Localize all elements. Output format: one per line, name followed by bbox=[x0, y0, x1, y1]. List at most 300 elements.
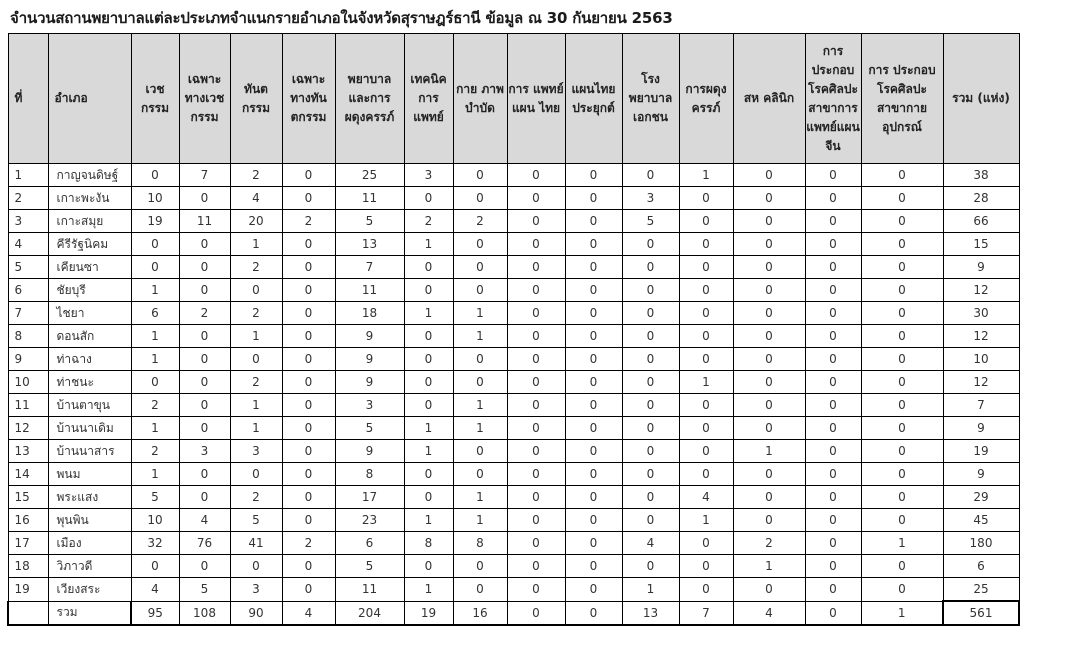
count-cell: 4 bbox=[622, 532, 679, 555]
count-cell: 0 bbox=[179, 463, 230, 486]
total-cell: 13 bbox=[622, 601, 679, 625]
count-cell: 0 bbox=[679, 233, 733, 256]
count-cell: 0 bbox=[565, 187, 622, 210]
count-cell: 5 bbox=[622, 210, 679, 233]
count-cell: 0 bbox=[679, 555, 733, 578]
count-cell: 0 bbox=[733, 279, 805, 302]
count-cell: 0 bbox=[453, 440, 507, 463]
total-cell: 108 bbox=[179, 601, 230, 625]
count-cell: 0 bbox=[507, 348, 565, 371]
count-cell: 2 bbox=[453, 210, 507, 233]
count-cell: 0 bbox=[805, 463, 861, 486]
count-cell: 0 bbox=[507, 509, 565, 532]
table-row bbox=[8, 463, 1077, 486]
row-number: 16 bbox=[8, 509, 48, 532]
count-cell: 5 bbox=[335, 417, 404, 440]
count-cell: 11 bbox=[335, 187, 404, 210]
count-cell: 0 bbox=[805, 210, 861, 233]
count-cell: 1 bbox=[679, 164, 733, 187]
column-header: ทันต กรรม bbox=[230, 34, 282, 164]
count-cell: 0 bbox=[861, 371, 943, 394]
count-cell: 0 bbox=[679, 302, 733, 325]
district-name: ชัยบุรี bbox=[48, 279, 131, 302]
count-cell: 0 bbox=[230, 279, 282, 302]
count-cell: 1 bbox=[404, 509, 453, 532]
count-cell: 11 bbox=[335, 279, 404, 302]
count-cell: 0 bbox=[131, 164, 179, 187]
count-cell: 11 bbox=[179, 210, 230, 233]
count-cell: 0 bbox=[507, 371, 565, 394]
count-cell: 9 bbox=[335, 440, 404, 463]
count-cell: 0 bbox=[507, 463, 565, 486]
count-cell: 41 bbox=[230, 532, 282, 555]
count-cell: 0 bbox=[404, 486, 453, 509]
total-cell: 4 bbox=[282, 601, 335, 625]
column-header: เฉพาะ ทางทัน ตกรรม bbox=[282, 34, 335, 164]
count-cell: 0 bbox=[453, 164, 507, 187]
count-cell: 3 bbox=[404, 164, 453, 187]
count-cell: 3 bbox=[230, 578, 282, 602]
row-total-cell: 66 bbox=[943, 210, 1019, 233]
row-number: 5 bbox=[8, 256, 48, 279]
table-row bbox=[8, 256, 1077, 279]
count-cell: 0 bbox=[805, 417, 861, 440]
count-cell: 0 bbox=[565, 578, 622, 602]
count-cell: 0 bbox=[282, 578, 335, 602]
count-cell: 32 bbox=[131, 532, 179, 555]
count-cell: 0 bbox=[131, 256, 179, 279]
count-cell: 0 bbox=[507, 394, 565, 417]
count-cell: 0 bbox=[230, 555, 282, 578]
row-total-cell: 30 bbox=[943, 302, 1019, 325]
count-cell: 0 bbox=[861, 348, 943, 371]
row-total-cell: 6 bbox=[943, 555, 1019, 578]
column-header: กาย ภาพ บำบัด bbox=[453, 34, 507, 164]
row-number: 6 bbox=[8, 279, 48, 302]
count-cell: 7 bbox=[335, 256, 404, 279]
count-cell: 0 bbox=[622, 463, 679, 486]
count-cell: 23 bbox=[335, 509, 404, 532]
count-cell: 0 bbox=[622, 302, 679, 325]
count-cell: 0 bbox=[565, 302, 622, 325]
row-number: 11 bbox=[8, 394, 48, 417]
count-cell: 2 bbox=[230, 256, 282, 279]
total-cell: 16 bbox=[453, 601, 507, 625]
row-total-cell: 38 bbox=[943, 164, 1019, 187]
count-cell: 1 bbox=[131, 463, 179, 486]
count-cell: 2 bbox=[230, 302, 282, 325]
count-cell: 0 bbox=[805, 578, 861, 602]
row-number: 4 bbox=[8, 233, 48, 256]
count-cell: 4 bbox=[230, 187, 282, 210]
district-name: ดอนสัก bbox=[48, 325, 131, 348]
table-header-row bbox=[8, 34, 1077, 164]
count-cell: 0 bbox=[733, 578, 805, 602]
total-cell: 7 bbox=[679, 601, 733, 625]
row-number: 10 bbox=[8, 371, 48, 394]
count-cell: 0 bbox=[861, 210, 943, 233]
count-cell: 5 bbox=[335, 555, 404, 578]
count-cell: 1 bbox=[453, 417, 507, 440]
column-header: โรง พยาบาล เอกชน bbox=[622, 34, 679, 164]
count-cell: 0 bbox=[861, 256, 943, 279]
count-cell: 0 bbox=[507, 279, 565, 302]
count-cell: 0 bbox=[131, 371, 179, 394]
total-cell: 90 bbox=[230, 601, 282, 625]
count-cell: 0 bbox=[805, 164, 861, 187]
count-cell: 0 bbox=[507, 233, 565, 256]
count-cell: 1 bbox=[453, 486, 507, 509]
column-header: การผดุง ครรภ์ bbox=[679, 34, 733, 164]
row-total-cell: 9 bbox=[943, 256, 1019, 279]
count-cell: 5 bbox=[230, 509, 282, 532]
district-name: บ้านตาขุน bbox=[48, 394, 131, 417]
row-total-cell: 29 bbox=[943, 486, 1019, 509]
count-cell: 0 bbox=[230, 348, 282, 371]
count-cell: 2 bbox=[230, 486, 282, 509]
count-cell: 0 bbox=[805, 371, 861, 394]
count-cell: 1 bbox=[453, 394, 507, 417]
count-cell: 0 bbox=[131, 555, 179, 578]
count-cell: 0 bbox=[565, 532, 622, 555]
row-total-cell: 12 bbox=[943, 325, 1019, 348]
count-cell: 0 bbox=[507, 486, 565, 509]
count-cell: 0 bbox=[733, 486, 805, 509]
row-total-cell: 28 bbox=[943, 187, 1019, 210]
row-number: 8 bbox=[8, 325, 48, 348]
table-row bbox=[8, 302, 1077, 325]
count-cell: 2 bbox=[733, 532, 805, 555]
count-cell: 1 bbox=[131, 279, 179, 302]
count-cell: 0 bbox=[861, 440, 943, 463]
count-cell: 8 bbox=[404, 532, 453, 555]
count-cell: 0 bbox=[453, 233, 507, 256]
count-cell: 0 bbox=[179, 394, 230, 417]
district-name: เกาะสมุย bbox=[48, 210, 131, 233]
row-number: 7 bbox=[8, 302, 48, 325]
count-cell: 0 bbox=[282, 440, 335, 463]
total-label: รวม bbox=[48, 601, 131, 625]
total-cell: 4 bbox=[733, 601, 805, 625]
grand-total-cell: 561 bbox=[943, 601, 1019, 625]
row-total-cell: 15 bbox=[943, 233, 1019, 256]
count-cell: 0 bbox=[404, 279, 453, 302]
count-cell: 1 bbox=[404, 440, 453, 463]
total-cell: 0 bbox=[565, 601, 622, 625]
count-cell: 0 bbox=[805, 509, 861, 532]
total-row-number bbox=[8, 601, 48, 625]
count-cell: 0 bbox=[507, 325, 565, 348]
total-cell: 95 bbox=[131, 601, 179, 625]
row-total-cell: 19 bbox=[943, 440, 1019, 463]
column-header: สห คลินิก bbox=[733, 34, 805, 164]
count-cell: 17 bbox=[335, 486, 404, 509]
row-number: 2 bbox=[8, 187, 48, 210]
count-cell: 0 bbox=[282, 417, 335, 440]
count-cell: 0 bbox=[282, 463, 335, 486]
count-cell: 0 bbox=[507, 187, 565, 210]
count-cell: 4 bbox=[131, 578, 179, 602]
district-name: ท่าฉาง bbox=[48, 348, 131, 371]
total-row bbox=[8, 601, 1077, 625]
count-cell: 0 bbox=[565, 210, 622, 233]
count-cell: 9 bbox=[335, 348, 404, 371]
count-cell: 0 bbox=[282, 371, 335, 394]
total-cell: 204 bbox=[335, 601, 404, 625]
count-cell: 0 bbox=[861, 555, 943, 578]
count-cell: 0 bbox=[565, 348, 622, 371]
count-cell: 1 bbox=[230, 325, 282, 348]
count-cell: 1 bbox=[404, 233, 453, 256]
count-cell: 0 bbox=[404, 371, 453, 394]
count-cell: 1 bbox=[453, 302, 507, 325]
count-cell: 1 bbox=[131, 348, 179, 371]
district-name: วิภาวดี bbox=[48, 555, 131, 578]
column-header: แผนไทย ประยุกต์ bbox=[565, 34, 622, 164]
count-cell: 0 bbox=[805, 256, 861, 279]
district-name: พนม bbox=[48, 463, 131, 486]
count-cell: 0 bbox=[622, 325, 679, 348]
count-cell: 0 bbox=[131, 233, 179, 256]
count-cell: 0 bbox=[733, 417, 805, 440]
page-title: จำนวนสถานพยาบาลแต่ละประเภทจำแนกรายอำเภอในจังหวัดสุราษฎร์ธานี ข้อมูล ณ 30 กันยายน 2563 bbox=[10, 9, 673, 27]
count-cell: 0 bbox=[453, 256, 507, 279]
count-cell: 0 bbox=[622, 233, 679, 256]
count-cell: 0 bbox=[679, 394, 733, 417]
count-cell: 0 bbox=[861, 279, 943, 302]
count-cell: 0 bbox=[282, 348, 335, 371]
table-row bbox=[8, 348, 1077, 371]
count-cell: 3 bbox=[230, 440, 282, 463]
count-cell: 0 bbox=[179, 256, 230, 279]
count-cell: 0 bbox=[622, 555, 679, 578]
column-header: เวช กรรม bbox=[131, 34, 179, 164]
row-number: 17 bbox=[8, 532, 48, 555]
count-cell: 0 bbox=[679, 256, 733, 279]
count-cell: 2 bbox=[230, 371, 282, 394]
count-cell: 0 bbox=[453, 348, 507, 371]
count-cell: 0 bbox=[733, 164, 805, 187]
count-cell: 0 bbox=[404, 555, 453, 578]
count-cell: 0 bbox=[179, 371, 230, 394]
count-cell: 20 bbox=[230, 210, 282, 233]
count-cell: 0 bbox=[282, 187, 335, 210]
district-name: พระแสง bbox=[48, 486, 131, 509]
count-cell: 0 bbox=[622, 509, 679, 532]
count-cell: 3 bbox=[622, 187, 679, 210]
row-total-cell: 12 bbox=[943, 279, 1019, 302]
table-row bbox=[8, 371, 1077, 394]
table-row bbox=[8, 555, 1077, 578]
count-cell: 10 bbox=[131, 509, 179, 532]
count-cell: 0 bbox=[805, 486, 861, 509]
count-cell: 2 bbox=[230, 164, 282, 187]
count-cell: 0 bbox=[805, 348, 861, 371]
count-cell: 0 bbox=[805, 325, 861, 348]
count-cell: 0 bbox=[404, 187, 453, 210]
count-cell: 0 bbox=[179, 279, 230, 302]
count-cell: 0 bbox=[861, 578, 943, 602]
count-cell: 0 bbox=[733, 394, 805, 417]
district-name: เวียงสระ bbox=[48, 578, 131, 602]
column-header: เทคนิค การ แพทย์ bbox=[404, 34, 453, 164]
district-name: พุนพิน bbox=[48, 509, 131, 532]
row-number: 1 bbox=[8, 164, 48, 187]
table-row bbox=[8, 164, 1077, 187]
count-cell: 0 bbox=[565, 233, 622, 256]
count-cell: 0 bbox=[733, 187, 805, 210]
count-cell: 0 bbox=[179, 417, 230, 440]
table-row bbox=[8, 417, 1077, 440]
count-cell: 0 bbox=[404, 256, 453, 279]
count-cell: 2 bbox=[282, 210, 335, 233]
table-row bbox=[8, 440, 1077, 463]
count-cell: 6 bbox=[335, 532, 404, 555]
count-cell: 3 bbox=[179, 440, 230, 463]
count-cell: 0 bbox=[805, 532, 861, 555]
count-cell: 0 bbox=[679, 348, 733, 371]
row-number: 3 bbox=[8, 210, 48, 233]
count-cell: 0 bbox=[679, 325, 733, 348]
row-number: 13 bbox=[8, 440, 48, 463]
row-number: 14 bbox=[8, 463, 48, 486]
row-total-cell: 7 bbox=[943, 394, 1019, 417]
count-cell: 0 bbox=[453, 371, 507, 394]
count-cell: 13 bbox=[335, 233, 404, 256]
count-cell: 1 bbox=[733, 555, 805, 578]
count-cell: 5 bbox=[335, 210, 404, 233]
count-cell: 0 bbox=[404, 348, 453, 371]
count-cell: 0 bbox=[507, 210, 565, 233]
count-cell: 0 bbox=[179, 187, 230, 210]
count-cell: 0 bbox=[565, 463, 622, 486]
count-cell: 0 bbox=[861, 486, 943, 509]
count-cell: 0 bbox=[404, 463, 453, 486]
count-cell: 0 bbox=[282, 555, 335, 578]
column-header: เฉพาะ ทางเวช กรรม bbox=[179, 34, 230, 164]
count-cell: 0 bbox=[733, 509, 805, 532]
table-row bbox=[8, 187, 1077, 210]
count-cell: 0 bbox=[230, 463, 282, 486]
health-facilities-table bbox=[7, 33, 1078, 626]
count-cell: 2 bbox=[179, 302, 230, 325]
district-name: คีรีรัฐนิคม bbox=[48, 233, 131, 256]
count-cell: 0 bbox=[861, 187, 943, 210]
row-total-cell: 9 bbox=[943, 463, 1019, 486]
count-cell: 3 bbox=[335, 394, 404, 417]
count-cell: 1 bbox=[679, 509, 733, 532]
count-cell: 19 bbox=[131, 210, 179, 233]
row-number: 15 bbox=[8, 486, 48, 509]
count-cell: 0 bbox=[861, 394, 943, 417]
count-cell: 1 bbox=[453, 325, 507, 348]
column-header: การประกอบ โรคศิลปะ สาขาการ แพทย์แผน จีน bbox=[805, 34, 861, 164]
count-cell: 0 bbox=[565, 394, 622, 417]
count-cell: 0 bbox=[679, 463, 733, 486]
count-cell: 0 bbox=[622, 348, 679, 371]
count-cell: 0 bbox=[282, 325, 335, 348]
count-cell: 0 bbox=[733, 210, 805, 233]
count-cell: 0 bbox=[507, 440, 565, 463]
district-name: กาญจนดิษฐ์ bbox=[48, 164, 131, 187]
count-cell: 0 bbox=[565, 325, 622, 348]
count-cell: 0 bbox=[622, 279, 679, 302]
count-cell: 0 bbox=[679, 279, 733, 302]
count-cell: 2 bbox=[131, 394, 179, 417]
district-name: เกาะพะงัน bbox=[48, 187, 131, 210]
count-cell: 0 bbox=[565, 509, 622, 532]
count-cell: 0 bbox=[179, 486, 230, 509]
count-cell: 0 bbox=[282, 302, 335, 325]
district-name: เมือง bbox=[48, 532, 131, 555]
count-cell: 0 bbox=[733, 302, 805, 325]
count-cell: 0 bbox=[453, 578, 507, 602]
count-cell: 6 bbox=[131, 302, 179, 325]
count-cell: 0 bbox=[507, 164, 565, 187]
count-cell: 0 bbox=[805, 279, 861, 302]
count-cell: 2 bbox=[404, 210, 453, 233]
count-cell: 1 bbox=[230, 394, 282, 417]
count-cell: 0 bbox=[733, 325, 805, 348]
count-cell: 0 bbox=[679, 210, 733, 233]
count-cell: 0 bbox=[805, 187, 861, 210]
table-row bbox=[8, 486, 1077, 509]
district-name: บ้านนาเดิม bbox=[48, 417, 131, 440]
row-number: 19 bbox=[8, 578, 48, 602]
column-header: พยาบาล และการ ผดุงครรภ์ bbox=[335, 34, 404, 164]
row-number: 9 bbox=[8, 348, 48, 371]
count-cell: 7 bbox=[179, 164, 230, 187]
count-cell: 0 bbox=[179, 348, 230, 371]
column-header: การ แพทย์ แผน ไทย bbox=[507, 34, 565, 164]
count-cell: 0 bbox=[622, 486, 679, 509]
count-cell: 0 bbox=[507, 302, 565, 325]
count-cell: 25 bbox=[335, 164, 404, 187]
count-cell: 0 bbox=[565, 555, 622, 578]
count-cell: 0 bbox=[679, 532, 733, 555]
count-cell: 76 bbox=[179, 532, 230, 555]
count-cell: 1 bbox=[404, 578, 453, 602]
count-cell: 8 bbox=[335, 463, 404, 486]
count-cell: 9 bbox=[335, 371, 404, 394]
column-header: รวม (แห่ง) bbox=[943, 34, 1019, 164]
count-cell: 1 bbox=[861, 532, 943, 555]
count-cell: 0 bbox=[622, 256, 679, 279]
count-cell: 0 bbox=[565, 440, 622, 463]
count-cell: 1 bbox=[131, 325, 179, 348]
count-cell: 0 bbox=[404, 394, 453, 417]
count-cell: 0 bbox=[282, 233, 335, 256]
row-number: 12 bbox=[8, 417, 48, 440]
count-cell: 0 bbox=[565, 371, 622, 394]
count-cell: 0 bbox=[282, 486, 335, 509]
count-cell: 18 bbox=[335, 302, 404, 325]
count-cell: 0 bbox=[622, 164, 679, 187]
count-cell: 0 bbox=[565, 417, 622, 440]
count-cell: 0 bbox=[507, 532, 565, 555]
count-cell: 0 bbox=[861, 302, 943, 325]
district-name: ท่าชนะ bbox=[48, 371, 131, 394]
count-cell: 0 bbox=[565, 486, 622, 509]
count-cell: 0 bbox=[733, 256, 805, 279]
count-cell: 0 bbox=[622, 440, 679, 463]
count-cell: 10 bbox=[131, 187, 179, 210]
row-total-cell: 10 bbox=[943, 348, 1019, 371]
count-cell: 4 bbox=[179, 509, 230, 532]
count-cell: 0 bbox=[179, 325, 230, 348]
count-cell: 0 bbox=[861, 164, 943, 187]
count-cell: 0 bbox=[861, 325, 943, 348]
